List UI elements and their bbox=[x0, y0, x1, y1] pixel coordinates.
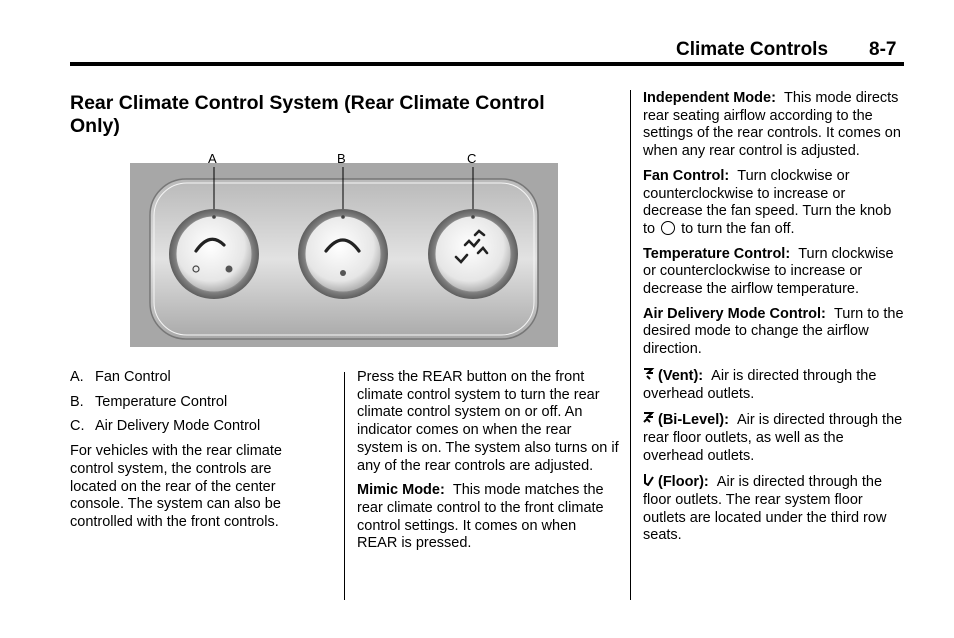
bilevel-mode-icon bbox=[643, 410, 655, 424]
intro-paragraph: For vehicles with the rear climate control system, the controls are located on the rear of the center console. The system can also be controlled with the front controls. bbox=[70, 443, 282, 530]
running-header-title: Climate Controls bbox=[676, 39, 829, 60]
legend-item-b: B. Temperature Control bbox=[70, 393, 228, 410]
mimic-mode-heading: Mimic Mode: bbox=[357, 482, 445, 499]
air-delivery-heading: Air Delivery Mode Control: bbox=[643, 305, 826, 322]
bilevel-mode-heading: (Bi-Level): bbox=[658, 412, 729, 429]
temperature-control-heading: Temperature Control: bbox=[643, 245, 791, 262]
floor-mode-paragraph: (Floor): Air is directed through the floor outlets. The rear system floor outlets are located under the third row seats. bbox=[643, 474, 887, 544]
temperature-control-knob bbox=[298, 209, 388, 299]
air-delivery-mode-knob bbox=[428, 209, 518, 299]
vent-mode-paragraph: (Vent): Air is directed through the overhead outlets. bbox=[643, 367, 877, 402]
bilevel-mode-paragraph: (Bi-Level): Air is directed through the rear floor outlets, as well as the overhead outlets. bbox=[643, 412, 903, 464]
legend-item-c: C. Air Delivery Mode Control bbox=[70, 418, 261, 435]
fan-control-paragraph: Fan Control: Turn clockwise or counterclockwise to increase or decrease the fan speed. Turn the knob to to turn the fan off. bbox=[643, 167, 892, 237]
section-title: Rear Climate Control System (Rear Climate Control Only) bbox=[70, 92, 545, 137]
independent-mode-heading: Independent Mode: bbox=[643, 90, 776, 106]
callout-a: A bbox=[208, 151, 217, 166]
fan-control-heading: Fan Control: bbox=[643, 167, 730, 184]
column-divider-1 bbox=[344, 372, 345, 600]
callout-b: B bbox=[337, 151, 346, 166]
floor-mode-icon bbox=[643, 472, 655, 486]
column-divider-2 bbox=[630, 90, 631, 600]
column-3 bbox=[643, 90, 905, 552]
rear-climate-control-figure bbox=[130, 149, 558, 347]
column-1 bbox=[70, 369, 320, 539]
vent-mode-icon bbox=[643, 366, 655, 380]
callout-c: C bbox=[467, 151, 477, 166]
column-2 bbox=[357, 369, 619, 560]
vent-mode-heading: (Vent): bbox=[658, 367, 704, 384]
fan-off-icon bbox=[661, 221, 675, 235]
legend-item-a: A. Fan Control bbox=[70, 369, 171, 385]
header-rule bbox=[70, 62, 904, 66]
rear-button-paragraph: Press the REAR button on the front climate control system to turn the rear climate control system on or off. An indicator comes on when the rear system is on. The system also turns on if any of the rear controls are adjusted. bbox=[357, 369, 619, 474]
mimic-mode-paragraph: Mimic Mode: This mode matches the rear climate control to the front climate control settings. It comes on when REAR is pressed. bbox=[357, 482, 604, 552]
page-number: 8-7 bbox=[869, 39, 897, 60]
independent-mode-paragraph: Independent Mode: This mode directs rear seating airflow according to the settings of the rear controls. It comes on when any rear control is adjusted. bbox=[643, 90, 901, 160]
floor-mode-heading: (Floor): bbox=[658, 474, 709, 491]
fan-control-knob bbox=[169, 209, 259, 299]
air-delivery-paragraph: Air Delivery Mode Control: Turn to the desired mode to change the airflow direction. bbox=[643, 305, 904, 358]
temperature-control-paragraph: Temperature Control: Turn clockwise or counterclockwise to increase or decrease the airflow temperature. bbox=[643, 245, 894, 298]
